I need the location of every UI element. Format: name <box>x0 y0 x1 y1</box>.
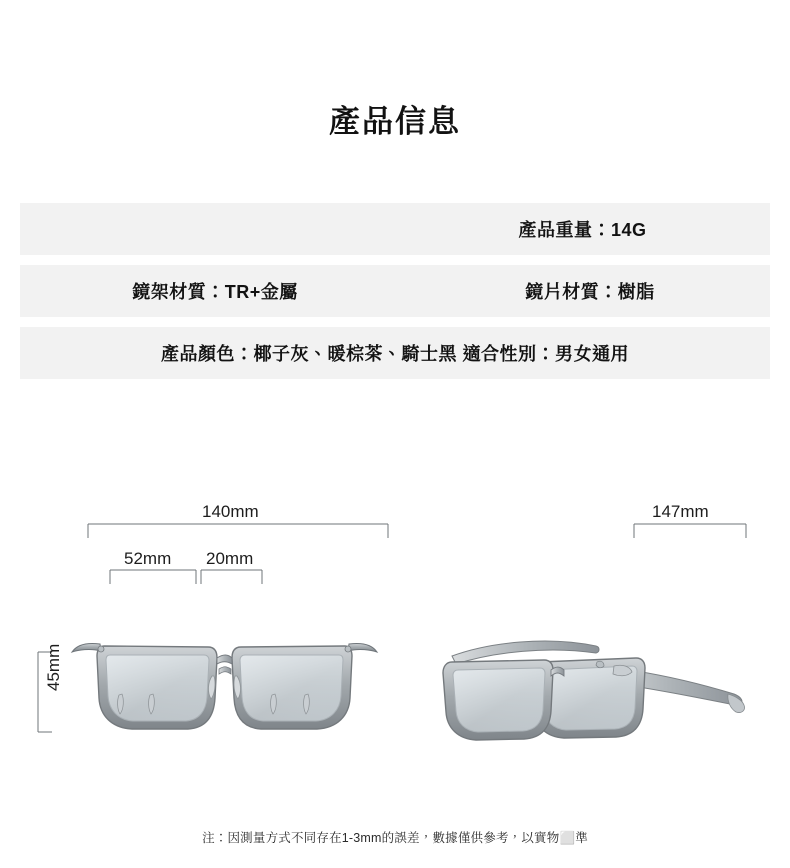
label-bridge-width: 20mm <box>206 549 254 568</box>
measurement-diagram <box>0 466 790 826</box>
label-total-width: 140mm <box>202 502 259 521</box>
measurement-footnote: 注：因測量方式不同存在1-3mm的誤差，數據僅供參考，以實物⬜準 <box>202 831 588 845</box>
label-lens-width: 52mm <box>124 549 172 568</box>
page-title: 產品信息 <box>329 104 461 139</box>
label-lens-height: 45mm <box>44 643 63 691</box>
spec-cell-frame-material: 鏡架材質：TR+金屬 <box>132 282 298 302</box>
spec-row-materials <box>20 265 770 317</box>
glasses-side-view <box>443 641 745 740</box>
spec-cell-lens-material: 鏡片材質：樹脂 <box>525 282 655 302</box>
spec-cell-weight: 產品重量：14G <box>518 220 647 240</box>
spec-cell-color-gender: 產品顏色：椰子灰、暖棕茶、騎士黑 適合性別：男女通用 <box>161 344 629 364</box>
dimension-guides-side <box>634 524 746 538</box>
spec-row-weight <box>20 203 770 255</box>
label-temple-length: 147mm <box>652 502 709 521</box>
spec-row-color-gender <box>20 327 770 379</box>
spec-table <box>20 203 770 379</box>
glasses-front-view <box>72 643 377 729</box>
